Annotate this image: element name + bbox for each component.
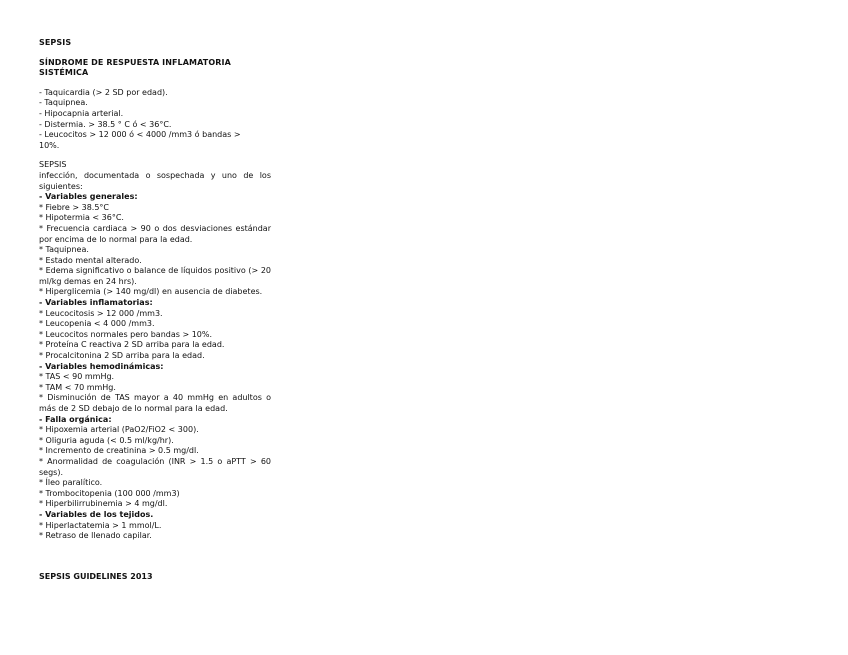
- list-item: * Taquipnea.: [39, 245, 89, 255]
- doc-title: SEPSIS: [39, 38, 72, 47]
- inflam-heading: - Variables inflamatorias:: [39, 298, 153, 308]
- hemo-heading: - Variables hemodinámicas:: [39, 361, 164, 371]
- list-item: * Incremento de creatinina > 0.5 mg/dl.: [39, 446, 199, 456]
- list-item: * Edema significativo o balance de líquidos positivo (> 20 ml/kg demas en 24 hrs).: [39, 266, 271, 286]
- list-item: * Hiperbilirrubinemia > 4 mg/dl.: [39, 499, 168, 509]
- list-item: * Íleo paralítico.: [39, 478, 103, 488]
- list-item: - Taquicardia (> 2 SD por edad).: [39, 87, 168, 97]
- list-item: * Hiperglicemia (> 140 mg/dl) en ausencia de diabetes.: [39, 287, 263, 297]
- sepsis-section: [39, 160, 271, 541]
- document-page: [39, 38, 271, 542]
- list-item: - Hipocapnia arterial.: [39, 108, 124, 118]
- list-item: - Leucocitos > 12 000 ó < 4000 /mm3 ó bandas >: [39, 130, 241, 140]
- list-item: 10%.: [39, 140, 60, 150]
- list-item: * Leucocitosis > 12 000 /mm3.: [39, 308, 163, 318]
- list-item: * Oliguria aguda (< 0.5 ml/kg/hr).: [39, 435, 174, 445]
- list-item: - Taquipnea.: [39, 98, 88, 108]
- doc-footer: SEPSIS GUIDELINES 2013: [39, 572, 153, 581]
- tissue-heading: - Variables de los tejidos.: [39, 509, 154, 519]
- list-item: * Hipotermia < 36°C.: [39, 213, 124, 223]
- list-item: * Frecuencia cardiaca > 90 o dos desviaciones estándar por encima de lo normal para la edad.: [39, 223, 271, 244]
- sepsis-intro: infección, documentada o sospechada y uno de los siguientes:: [39, 170, 271, 191]
- sirs-heading: SÍNDROME DE RESPUESTA INFLAMATORIA SISTÉMICA: [39, 57, 231, 78]
- list-item: * TAM < 70 mmHg.: [39, 382, 116, 392]
- list-item: * Trombocitopenia (100 000 /mm3): [39, 488, 180, 498]
- list-item: * Hiperlactatemia > 1 mmol/L.: [39, 520, 162, 530]
- list-item: * Disminución de TAS mayor a 40 mmHg en adultos o más de 2 SD debajo de lo normal para la edad.: [39, 393, 271, 413]
- list-item: * Proteína C reactiva 2 SD arriba para la edad.: [39, 340, 225, 350]
- list-item: * Estado mental alterado.: [39, 255, 142, 265]
- sepsis-heading: SEPSIS: [39, 160, 67, 170]
- list-item: * Anormalidad de coagulación (INR > 1.5 o aPTT > 60 segs).: [39, 456, 271, 477]
- organ-heading: - Falla orgánica:: [39, 414, 112, 424]
- general-heading: - Variables generales:: [39, 192, 138, 202]
- sirs-list: [39, 88, 271, 152]
- list-item: * TAS < 90 mmHg.: [39, 372, 115, 382]
- list-item: - Distermia. > 38.5 ° C ó < 36°C.: [39, 119, 172, 129]
- list-item: * Leucocitos normales pero bandas > 10%.: [39, 329, 213, 339]
- list-item: * Hipoxemia arterial (PaO2/FiO2 < 300).: [39, 425, 199, 435]
- list-item: * Procalcitonina 2 SD arriba para la edad.: [39, 351, 205, 361]
- list-item: * Leucopenia < 4 000 /mm3.: [39, 319, 155, 329]
- list-item: * Retraso de llenado capilar.: [39, 531, 152, 541]
- list-item: * Fiebre > 38.5°C: [39, 202, 110, 212]
